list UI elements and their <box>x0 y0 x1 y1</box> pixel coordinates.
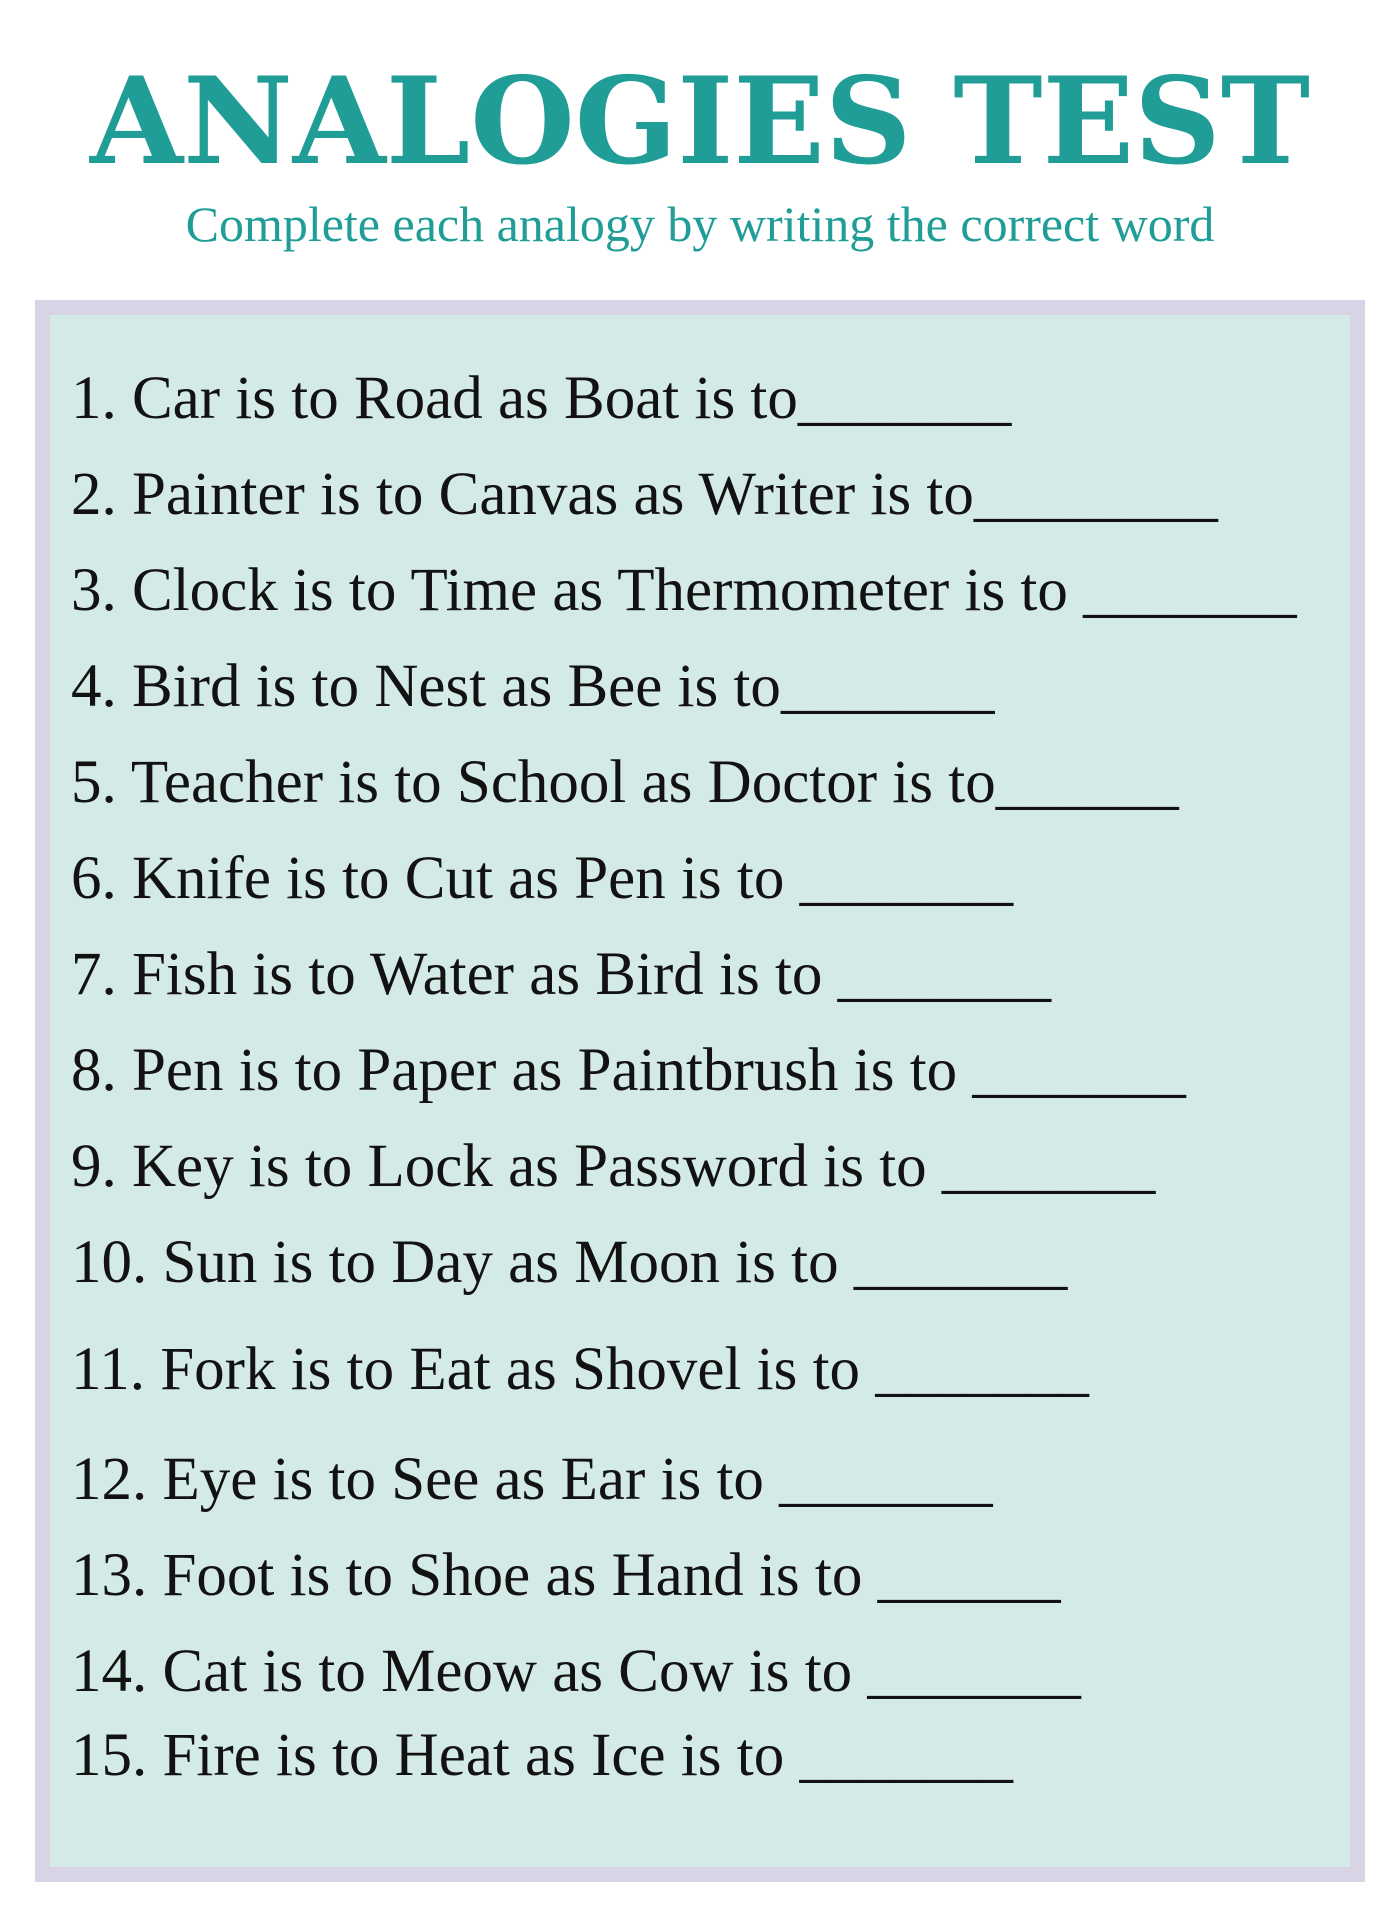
analogy-item <box>71 1624 1342 1720</box>
answer-blank: _______ <box>784 845 1014 912</box>
item-text: Teacher is to School as Doctor is to <box>130 749 996 816</box>
page-subtitle: Complete each analogy by writing the correct word <box>185 196 1215 253</box>
item-number: 15. <box>71 1722 148 1789</box>
analogy-list <box>50 315 1350 1804</box>
item-number: 1. <box>71 365 117 432</box>
analogy-item <box>71 351 1342 447</box>
answer-blank: _______ <box>926 1133 1156 1200</box>
analogy-item <box>71 735 1342 831</box>
item-text: Sun is to Day as Moon is to <box>162 1229 839 1296</box>
answer-blank: _______ <box>784 1722 1013 1789</box>
answer-blank: _______ <box>780 653 995 720</box>
item-number: 3. <box>71 557 117 624</box>
item-text: Knife is to Cut as Pen is to <box>132 845 785 912</box>
item-text: Car is to Road as Boat is to <box>132 365 798 432</box>
item-number: 6. <box>71 845 117 912</box>
analogy-item <box>71 831 1342 927</box>
page-title: ANALOGIES TEST <box>89 51 1311 192</box>
item-text: Foot is to Shoe as Hand is to <box>162 1542 863 1609</box>
item-text: Fish is to Water as Bird is to <box>132 941 823 1008</box>
analogy-item <box>71 639 1342 735</box>
answer-blank: _______ <box>957 1037 1186 1104</box>
analogy-item <box>71 1708 1342 1804</box>
item-text: Bird is to Nest as Bee is to <box>132 653 781 720</box>
answer-blank: _______ <box>822 941 1052 1008</box>
item-number: 14. <box>71 1638 148 1705</box>
answer-blank: ______ <box>862 1542 1061 1609</box>
item-number: 10. <box>71 1229 148 1296</box>
item-text: Key is to Lock as Password is to <box>132 1133 927 1200</box>
item-number: 7. <box>71 941 117 1008</box>
item-number: 4. <box>71 653 117 720</box>
item-number: 11. <box>71 1336 145 1403</box>
answer-blank: _______ <box>763 1446 993 1513</box>
item-text: Painter is to Canvas as Writer is to <box>132 461 974 528</box>
analogy-item <box>71 927 1342 1023</box>
analogy-item <box>71 1215 1342 1311</box>
analogy-item <box>71 1322 1342 1418</box>
analogy-item <box>71 447 1342 543</box>
answer-blank: _______ <box>1067 557 1297 624</box>
item-text: Clock is to Time as Thermometer is to <box>132 557 1068 624</box>
answer-blank: _______ <box>797 365 1012 432</box>
analogy-item <box>71 1119 1342 1215</box>
answer-blank: _______ <box>852 1638 1081 1705</box>
questions-card <box>35 300 1365 1882</box>
item-number: 2. <box>71 461 117 528</box>
item-text: Pen is to Paper as Paintbrush is to <box>132 1037 958 1104</box>
analogy-item <box>71 1528 1342 1624</box>
item-number: 9. <box>71 1133 117 1200</box>
item-text: Cat is to Meow as Cow is to <box>162 1638 853 1705</box>
answer-blank: _______ <box>838 1229 1068 1296</box>
item-number: 12. <box>71 1446 148 1513</box>
analogy-item <box>71 1023 1342 1119</box>
item-text: Fork is to Eat as Shovel is to <box>160 1336 861 1403</box>
analogy-item <box>71 1432 1342 1528</box>
answer-blank: ______ <box>995 749 1179 816</box>
answer-blank: ________ <box>973 461 1218 528</box>
item-number: 13. <box>71 1542 148 1609</box>
item-number: 5. <box>71 749 117 816</box>
item-text: Fire is to Heat as Ice is to <box>162 1722 785 1789</box>
answer-blank: _______ <box>860 1336 1089 1403</box>
analogy-item <box>71 543 1342 639</box>
item-number: 8. <box>71 1037 117 1104</box>
item-text: Eye is to See as Ear is to <box>162 1446 764 1513</box>
